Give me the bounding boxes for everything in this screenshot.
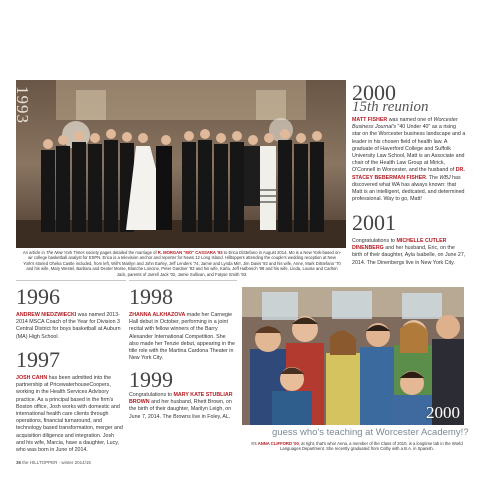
alumni-name: MATT FISHER — [352, 117, 388, 123]
note-zhanna-alkhazova — [129, 312, 235, 362]
year-2000-photo-label: 2000 — [426, 403, 460, 422]
caption-part: An article in — [22, 250, 46, 255]
caption-part: It's — [251, 441, 258, 446]
year-1993: 1993 — [13, 86, 32, 124]
note-text: was named 2013-2014 MSCA Coach of the Year for Division 3 Central District for boys basketball at Auburn (MA) High School. — [16, 312, 121, 340]
caption-part: , at right, that's who! Anna, a member of the Class of 2010, is a longtime tab in the World Languages Department. She recently graduated from Colby with a B.A. in Spanish. — [280, 441, 463, 452]
wedding-caption — [22, 250, 342, 277]
note-text: has discovered what WA has always known: that Matt is an intelligent, dedicated, and determined professional. Way to go, Matt! — [352, 174, 465, 203]
note-text: Congratulations to — [129, 392, 174, 398]
caption-part: society pages detailed the marriage of — [84, 250, 158, 255]
note-mary-kate-brown — [129, 392, 235, 421]
caption-publication: The New York Times — [45, 250, 85, 255]
teaching-caption — [250, 441, 464, 452]
note-text: and her husband, Rhett Brown, on the birth of their daughter, Marilyn Leigh, on June 7, 2014. The Browns live in Foley, AL. — [129, 399, 232, 420]
caption-name: R. MORGAN "MO" CASSARA '93 — [157, 250, 223, 255]
divider — [129, 280, 237, 281]
alumni-name: MARY KATE STUBLIAR BROWN — [129, 392, 233, 406]
year-1997-heading: 1997 — [16, 347, 60, 372]
note-text: . The — [425, 174, 440, 181]
wedding-photo — [13, 80, 346, 248]
students-photo — [242, 287, 464, 425]
note-andrew-niedzwiecki — [16, 312, 124, 341]
alumni-name: JOSH CAHN — [16, 375, 48, 381]
note-text: has been admitted into the partnership at PricewaterhouseCoopers, working in the Health Services Advisory practice. As a principal based in the firm's Boston office, Josh works with domestic and international health care clients through operations, financial turnaround, and technology based transformation, merger and acquisition diligence and integration. Josh and his wife, Marcia, have a daughter, Lucy, who was born in June of 2014. — [16, 375, 123, 454]
page-number: 36 — [16, 460, 22, 465]
year-1998-heading: 1998 — [129, 284, 173, 309]
wedding-photo-illustration — [16, 80, 346, 248]
reunion-subheading: 15th reunion — [352, 99, 429, 115]
issue-label: · winter 2014/15 — [57, 460, 91, 465]
teaching-headline: guess who's teaching at Worcester Academy!? — [272, 427, 469, 438]
alumni-name: DR. STACEY BEBERMAN FISHER — [352, 167, 465, 181]
alumni-name: ZHANNA ALKHAZOVA — [129, 312, 186, 318]
publication-name: WBJ — [439, 174, 451, 181]
photo-year-label — [13, 86, 32, 126]
note-michelle-dinenberg — [352, 238, 466, 267]
note-matt-fisher — [352, 117, 466, 203]
note-text: was named one of — [387, 117, 434, 123]
note-text: made her Carnegie Hall debut in October, performing in a joint recital with fellow winners of the Barry Alexander International Competition. She also made her Tenzie debut, appearing in the title role with the Martina Cardona Theater in New York City. — [129, 312, 235, 362]
note-text: "40 Under 40" as a rising star on the Worcester business landscape and a leader in his chosen field of health law. A graduate of Haverford College and Suffolk University Law School, Matt is an Associate and chair of the Health Law Group at Mirick, O'Connell in Worcester, and the husband of — [352, 124, 466, 174]
caption-name: ANNA CLIFFORD '00 — [257, 441, 299, 446]
page-footer — [16, 460, 91, 465]
year-2001-heading: 2001 — [352, 210, 396, 235]
year-1996-heading: 1996 — [16, 284, 60, 309]
alumni-name: ANDREW NIEDZWIECKI — [16, 312, 77, 318]
publication-name: Worcester Business Journal's — [352, 117, 458, 131]
alumni-name: MICHELLE CUTLER DINENBERG — [352, 238, 447, 252]
year-1999-heading: 1999 — [129, 367, 173, 392]
magazine-name: the HILLTOPPER — [22, 460, 58, 465]
divider — [16, 280, 126, 281]
year-2000-heading: 2000 — [352, 80, 396, 105]
note-josh-cahn — [16, 375, 124, 454]
note-text: and her husband, Eric, on the birth of their daughter, Ayla Isabelle, on June 27, 2014. The Dinenbergs live in New York City. — [352, 245, 466, 266]
caption-part: to Erica DiStefano in August 2014. Mo is a New York-based on-air college basketball analyst for ESPN. Erica is a television anchor and reporter for News 12 Long Island. Hilltoppers attending the couple's wedding reception at New York's storied Oheka Castle included, from left, Will's Marilyn and John Earley, Jeff Lenders '74, Jamie and Lynda Mirr, Jim Davis '92 and his wife, Anne, Mark DiStefano '70 and his wife, Mary Westel, Barbara and Dexter Morse, Blanche Loncine, Peter Gardner '93 and his wife, Karla, Jeff Halbreich '98 and his wife, Linda, Louise and Carlton Jack, parents of Jarrell Jack '02, Jamie Sullivan, and Fatyse Smith '93. — [23, 250, 342, 277]
note-text: Congratulations to — [352, 238, 397, 244]
